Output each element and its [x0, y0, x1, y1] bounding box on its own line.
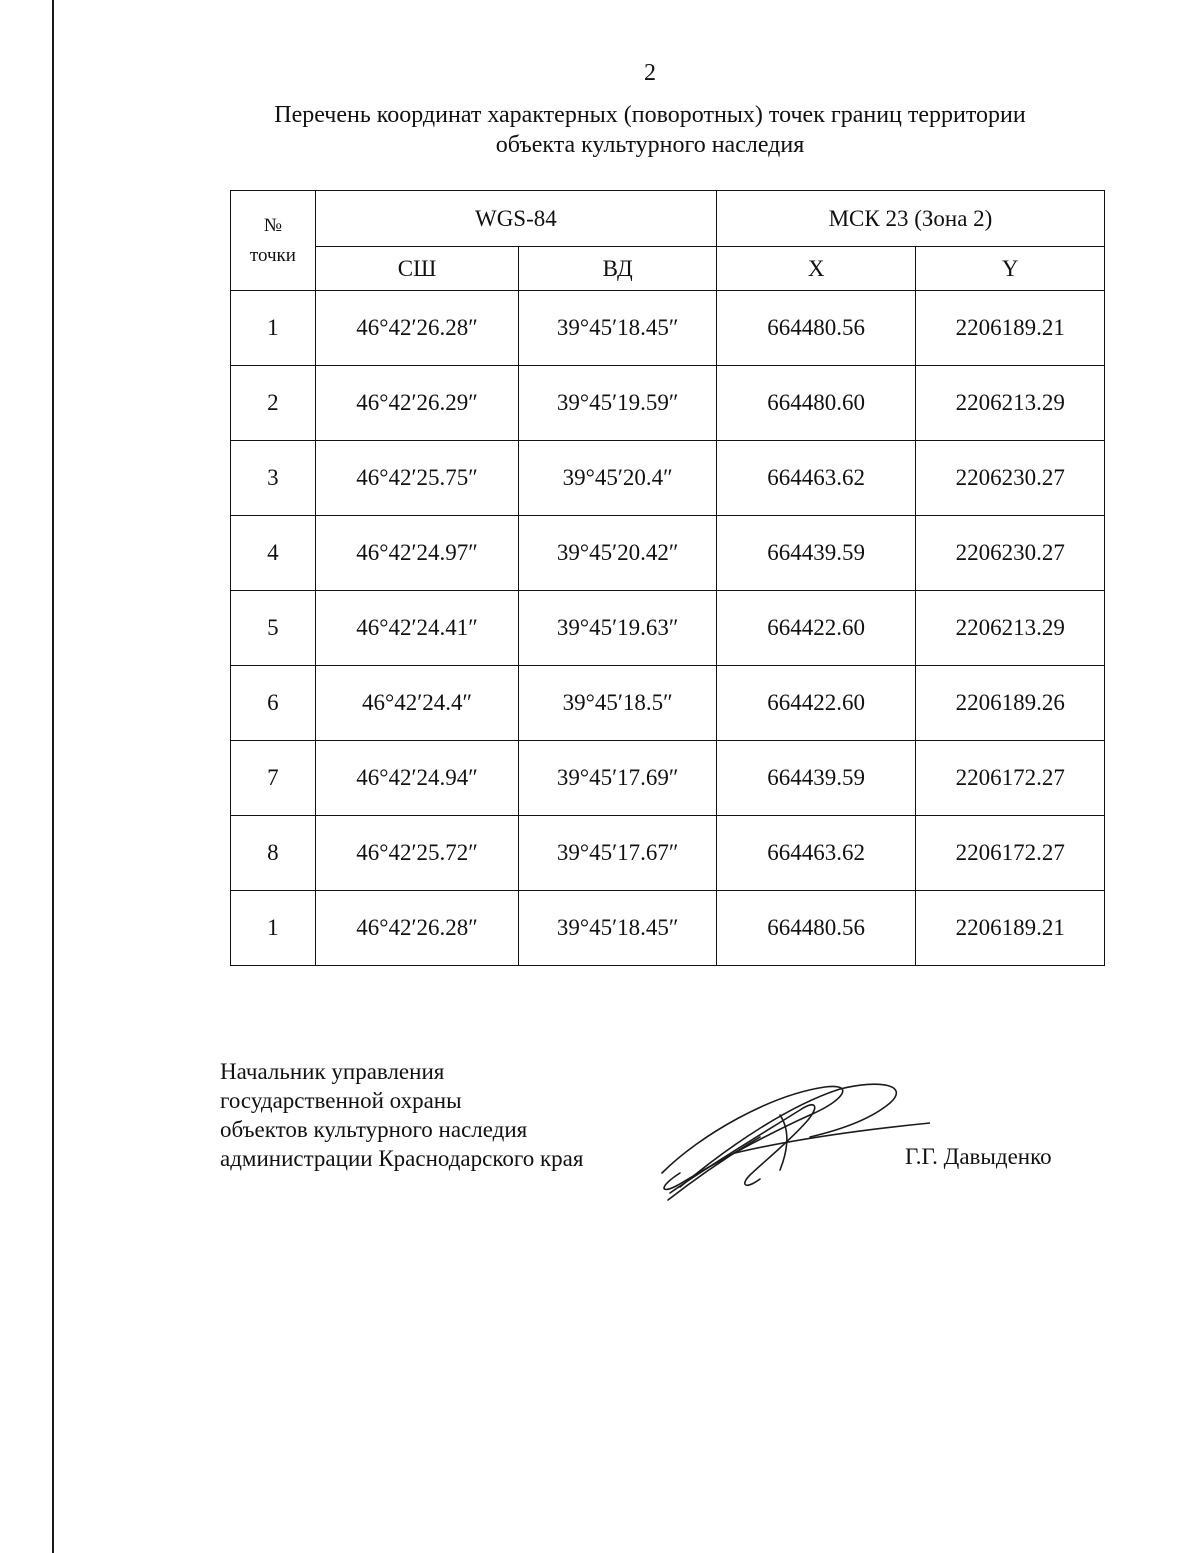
- table-row: [231, 291, 1105, 366]
- point-number-cell: 8: [231, 816, 316, 891]
- signatory-position-line-4: администрации Краснодарского края: [220, 1146, 584, 1171]
- coordinates-table: [230, 190, 1105, 966]
- point-number-cell: 2: [231, 366, 316, 441]
- scan-edge-line: [52, 0, 54, 1553]
- y-cell: 2206213.29: [916, 591, 1105, 666]
- y-cell: 2206189.26: [916, 666, 1105, 741]
- page-number: 2: [644, 60, 656, 86]
- document-title: [0, 100, 1200, 160]
- table-row: [231, 666, 1105, 741]
- point-number-header: [231, 191, 316, 291]
- latitude-header: СШ: [315, 247, 519, 291]
- signatory-position-line-1: Начальник управления: [220, 1059, 445, 1084]
- x-cell: 664480.60: [716, 366, 915, 441]
- table-row: [231, 741, 1105, 816]
- y-cell: 2206213.29: [916, 366, 1105, 441]
- point-number-cell: 3: [231, 441, 316, 516]
- x-cell: 664439.59: [716, 516, 915, 591]
- point-number-header-word: точки: [249, 244, 296, 266]
- latitude-cell: 46°42′24.97″: [315, 516, 519, 591]
- table-row: [231, 366, 1105, 441]
- longitude-cell: 39°45′18.45″: [519, 291, 717, 366]
- latitude-cell: 46°42′26.28″: [315, 291, 519, 366]
- table-row: [231, 891, 1105, 966]
- x-cell: 664463.62: [716, 816, 915, 891]
- document-title-line-1: Перечень координат характерных (поворотных) точек границ территории: [274, 102, 1026, 128]
- signatory-position-line-3: объектов культурного наследия: [220, 1117, 528, 1142]
- document-title-line-2: объекта культурного наследия: [495, 132, 805, 158]
- handwritten-signature: [640, 1075, 930, 1205]
- wgs84-header: WGS-84: [315, 191, 716, 247]
- longitude-cell: 39°45′20.42″: [519, 516, 717, 591]
- point-number-cell: 5: [231, 591, 316, 666]
- latitude-cell: 46°42′24.94″: [315, 741, 519, 816]
- latitude-cell: 46°42′26.29″: [315, 366, 519, 441]
- y-cell: 2206189.21: [916, 291, 1105, 366]
- point-number-cell: 1: [231, 291, 316, 366]
- point-number-header-symbol: №: [263, 214, 282, 236]
- signer-name: Г.Г. Давыденко: [905, 1144, 1052, 1169]
- x-cell: 664422.60: [716, 591, 915, 666]
- table-row: [231, 516, 1105, 591]
- y-header: Y: [916, 247, 1105, 291]
- x-cell: 664422.60: [716, 666, 915, 741]
- signatory-position-line-2: государственной охраны: [220, 1088, 462, 1113]
- longitude-cell: 39°45′20.4″: [519, 441, 717, 516]
- table-row: [231, 591, 1105, 666]
- x-cell: 664480.56: [716, 891, 915, 966]
- x-cell: 664463.62: [716, 441, 915, 516]
- y-cell: 2206189.21: [916, 891, 1105, 966]
- latitude-cell: 46°42′24.41″: [315, 591, 519, 666]
- point-number-cell: 1: [231, 891, 316, 966]
- longitude-cell: 39°45′18.45″: [519, 891, 717, 966]
- longitude-cell: 39°45′18.5″: [519, 666, 717, 741]
- y-cell: 2206172.27: [916, 816, 1105, 891]
- point-number-cell: 6: [231, 666, 316, 741]
- signatory-position: [220, 1057, 583, 1173]
- table-row: [231, 441, 1105, 516]
- y-cell: 2206230.27: [916, 516, 1105, 591]
- longitude-cell: 39°45′17.69″: [519, 741, 717, 816]
- longitude-cell: 39°45′19.59″: [519, 366, 717, 441]
- longitude-header: ВД: [519, 247, 717, 291]
- table-row: [231, 816, 1105, 891]
- x-cell: 664439.59: [716, 741, 915, 816]
- longitude-cell: 39°45′19.63″: [519, 591, 717, 666]
- latitude-cell: 46°42′24.4″: [315, 666, 519, 741]
- x-cell: 664480.56: [716, 291, 915, 366]
- latitude-cell: 46°42′25.72″: [315, 816, 519, 891]
- longitude-cell: 39°45′17.67″: [519, 816, 717, 891]
- y-cell: 2206172.27: [916, 741, 1105, 816]
- point-number-cell: 7: [231, 741, 316, 816]
- y-cell: 2206230.27: [916, 441, 1105, 516]
- msk23-header: МСК 23 (Зона 2): [716, 191, 1104, 247]
- point-number-cell: 4: [231, 516, 316, 591]
- x-header: X: [716, 247, 915, 291]
- latitude-cell: 46°42′26.28″: [315, 891, 519, 966]
- latitude-cell: 46°42′25.75″: [315, 441, 519, 516]
